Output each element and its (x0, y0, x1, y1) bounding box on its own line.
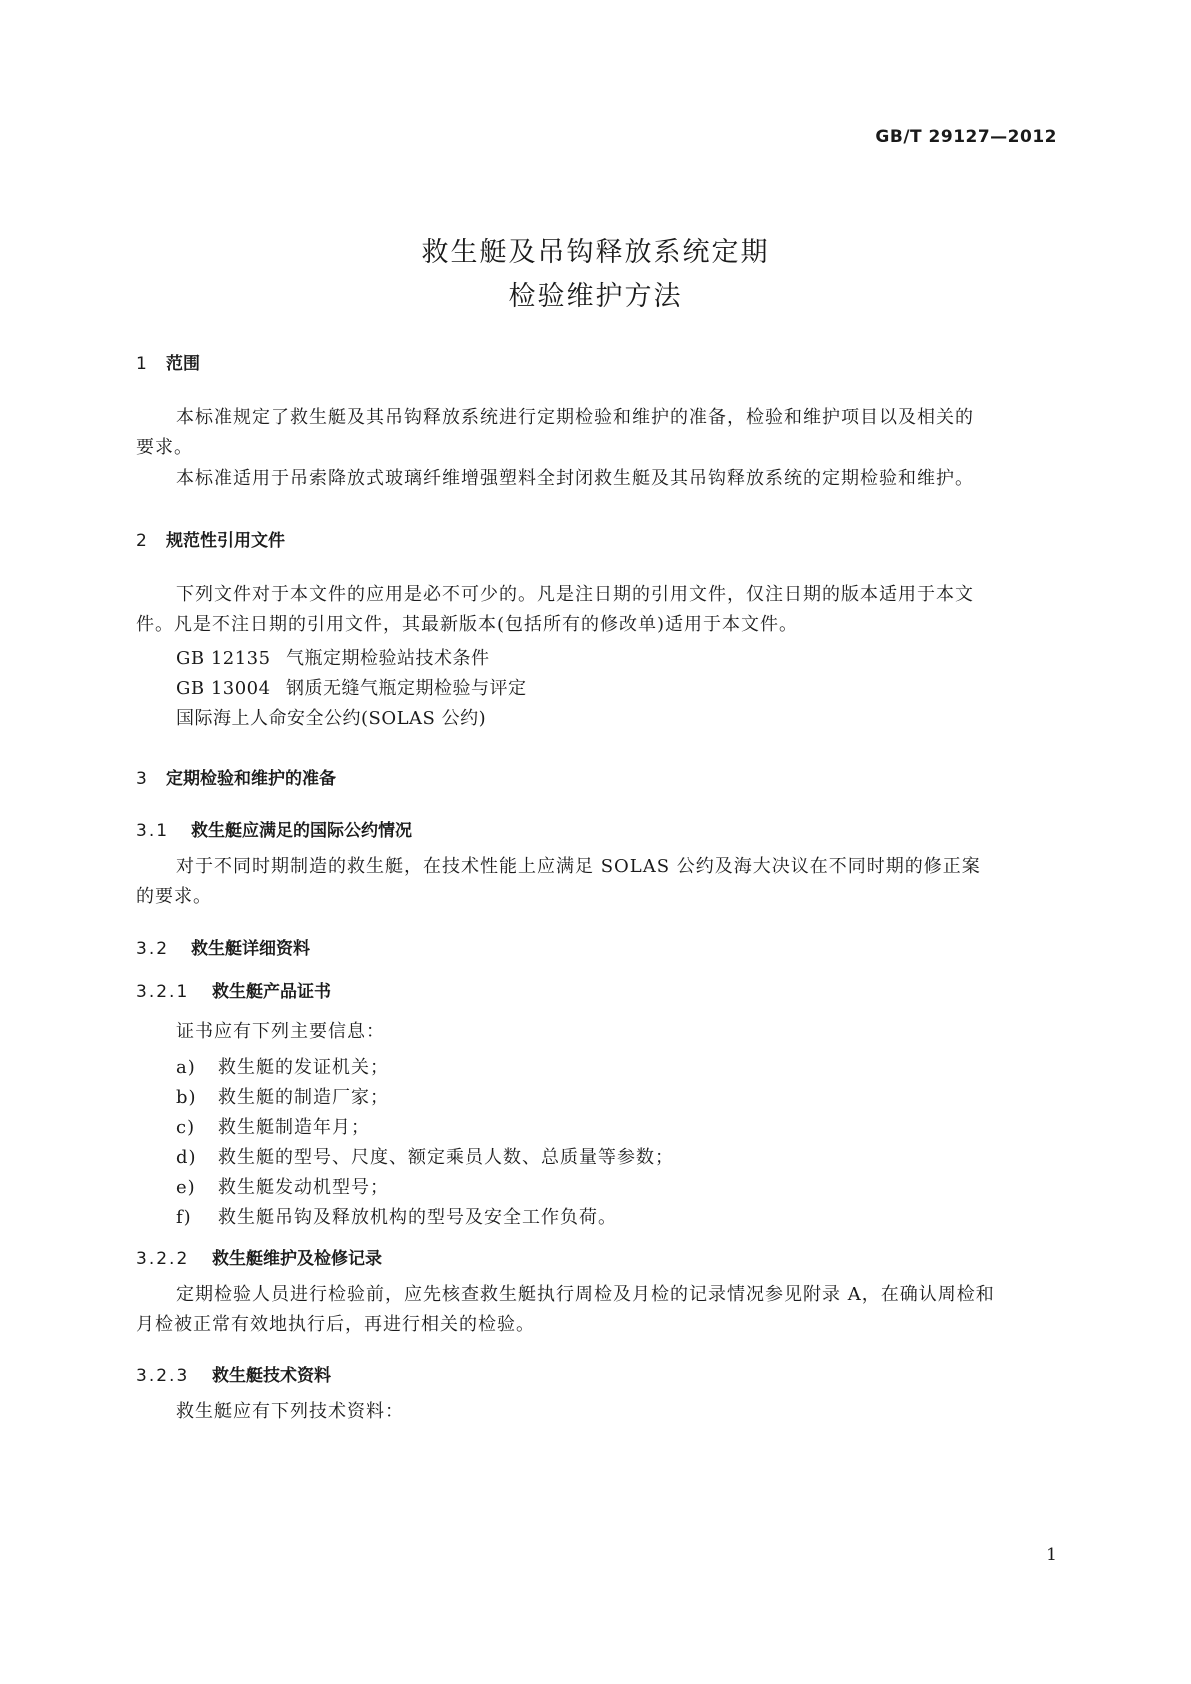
section-title: 定期检验和维护的准备 (166, 769, 336, 789)
document-title-line2: 检验维护方法 (508, 281, 683, 312)
list-item (176, 1113, 370, 1139)
list-item (176, 1203, 617, 1229)
sec3-2-1-intro: 证书应有下列主要信息： (176, 1021, 385, 1042)
list-marker: f) (176, 1207, 192, 1228)
list-item (176, 1083, 389, 1109)
reference-title: 气瓶定期检验站技术条件 (286, 648, 490, 669)
sec3-1-para-line1: 对于不同时期制造的救生艇，在技术性能上应满足 SOLAS 公约及海大决议在不同时期的修正案 (176, 856, 981, 877)
sec3-2-3-intro: 救生艇应有下列技术资料： (176, 1401, 404, 1422)
list-text: 救生艇的制造厂家； (218, 1087, 389, 1108)
list-marker: b) (176, 1087, 197, 1108)
sec2-para1-line2: 件。凡是不注日期的引用文件，其最新版本(包括所有的修改单)适用于本文件。 (136, 614, 799, 635)
section-title: 救生艇应满足的国际公约情况 (191, 821, 412, 841)
section-number: 3.2.1 (136, 982, 190, 1002)
section-title: 救生艇技术资料 (212, 1366, 331, 1386)
sec1-para2: 本标准适用于吊索降放式玻璃纤维增强塑料全封闭救生艇及其吊钩释放系统的定期检验和维护。 (176, 468, 974, 489)
sec3-1-para-line2: 的要求。 (136, 886, 212, 907)
section-title: 救生艇维护及检修记录 (212, 1249, 382, 1269)
list-text: 救生艇发动机型号； (218, 1177, 389, 1198)
section-title: 救生艇详细资料 (191, 939, 310, 959)
section-number: 1 (136, 354, 149, 374)
reference-title: 钢质无缝气瓶定期检验与评定 (286, 678, 527, 699)
list-marker: c) (176, 1117, 196, 1138)
normative-reference: 国际海上人命安全公约(SOLAS 公约) (176, 708, 487, 729)
section-number: 3.2.2 (136, 1249, 190, 1269)
page-number: 1 (1046, 1545, 1057, 1565)
section-title: 规范性引用文件 (166, 531, 285, 551)
list-text: 救生艇吊钩及释放机构的型号及安全工作负荷。 (218, 1207, 617, 1228)
normative-reference (176, 644, 490, 670)
list-text: 救生艇制造年月； (218, 1117, 370, 1138)
list-item (176, 1173, 389, 1199)
section-3-2-3-heading (136, 1361, 331, 1386)
section-2-heading (136, 526, 285, 551)
reference-code: GB 13004 (176, 678, 271, 699)
sec3-2-2-para-line2: 月检被正常有效地执行后，再进行相关的检验。 (136, 1314, 535, 1335)
sec1-para1-line1: 本标准规定了救生艇及其吊钩释放系统进行定期检验和维护的准备，检验和维护项目以及相关的 (176, 407, 974, 428)
normative-reference (176, 674, 527, 700)
section-3-1-heading (136, 816, 412, 841)
list-marker: e) (176, 1177, 196, 1198)
document-title-line1: 救生艇及吊钩释放系统定期 (421, 237, 770, 268)
section-title: 范围 (166, 354, 200, 374)
reference-code: GB 12135 (176, 648, 271, 669)
section-title: 救生艇产品证书 (212, 982, 331, 1002)
standard-code: GB/T 29127—2012 (875, 127, 1057, 147)
sec2-para1-line1: 下列文件对于本文件的应用是必不可少的。凡是注日期的引用文件，仅注日期的版本适用于本文 (176, 584, 974, 605)
section-number: 3.2.3 (136, 1366, 190, 1386)
section-3-heading (136, 764, 336, 789)
section-number: 2 (136, 531, 149, 551)
section-3-2-heading (136, 934, 310, 959)
sec3-2-2-para-line1: 定期检验人员进行检验前，应先核查救生艇执行周检及月检的记录情况参见附录 A，在确认周检和 (176, 1284, 995, 1305)
section-3-2-2-heading (136, 1244, 382, 1269)
list-text: 救生艇的型号、尺度、额定乘员人数、总质量等参数； (218, 1147, 674, 1168)
list-text: 救生艇的发证机关； (218, 1057, 389, 1078)
section-number: 3.2 (136, 939, 170, 959)
section-number: 3 (136, 769, 149, 789)
list-marker: d) (176, 1147, 197, 1168)
section-3-2-1-heading (136, 977, 331, 1002)
list-item (176, 1143, 674, 1169)
section-number: 3.1 (136, 821, 170, 841)
list-marker: a) (176, 1057, 196, 1078)
section-1-heading (136, 349, 200, 374)
sec1-para1-line2: 要求。 (136, 437, 193, 458)
list-item (176, 1053, 389, 1079)
